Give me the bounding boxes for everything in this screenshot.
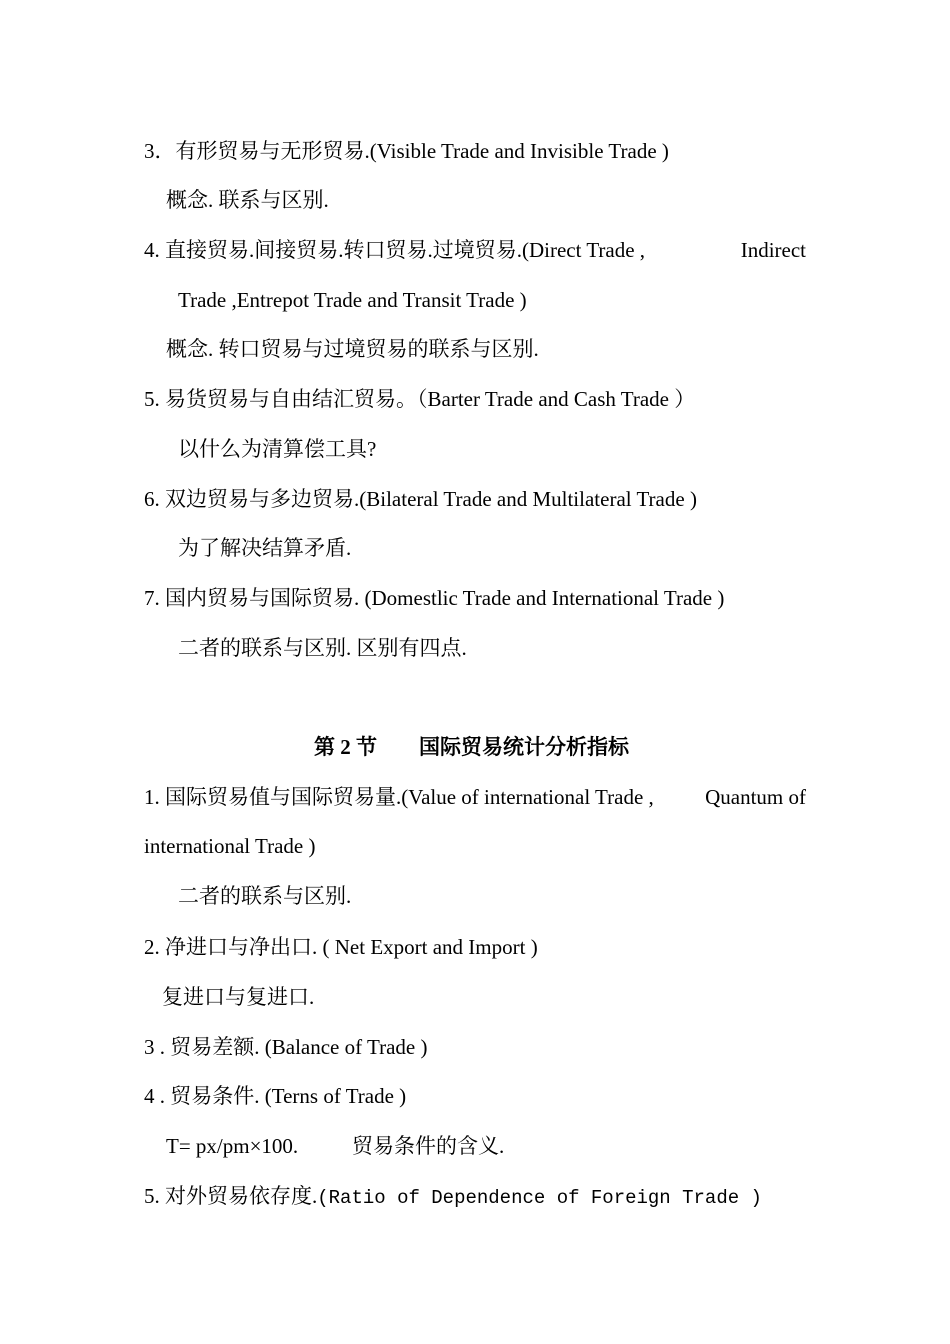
s2-item-4-title: 4 . 贸易条件. (Terns of Trade ) [144, 1084, 407, 1108]
item-5-title: 5. 易货贸易与自由结汇贸易。（Barter Trade and Cash Trade ） [144, 387, 696, 411]
item-4-title [144, 237, 806, 263]
item-6-title: 6. 双边贸易与多边贸易.(Bilateral Trade and Multilateral Trade ) [144, 487, 697, 511]
item-4-title-main: 4. 直接贸易.间接贸易.转口贸易.过境贸易.(Direct Trade , [144, 238, 646, 262]
item-5-note: 以什么为清算偿工具? [178, 437, 377, 461]
s2-item-3-title: 3 . 贸易差额. (Balance of Trade ) [144, 1035, 428, 1059]
item-4-note: 概念. 转口贸易与过境贸易的联系与区别. [166, 337, 539, 361]
item-7-note: 二者的联系与区别. 区别有四点. [178, 636, 467, 660]
item-4-title-continued: Trade ,Entrepot Trade and Transit Trade ) [178, 288, 527, 312]
s2-item-4-note: 贸易条件的含义. [352, 1134, 505, 1158]
item-7-title: 7. 国内贸易与国际贸易. (Domestlic Trade and International Trade ) [144, 586, 725, 610]
s2-item-5-title [144, 1183, 762, 1211]
item-3-title: 3．有形贸易与无形贸易.(Visible Trade and Invisible Trade ) [144, 139, 669, 163]
s2-item-1-title-main: 1. 国际贸易值与国际贸易量.(Value of international Trade , [144, 785, 654, 809]
s2-item-4-formula: T= px/pm×100. [166, 1134, 299, 1158]
item-3-note: 概念. 联系与区别. [166, 188, 329, 212]
s2-item-1-note: 二者的联系与区别. [178, 884, 352, 908]
s2-item-1-title-continued: international Trade ) [144, 834, 316, 858]
s2-item-1-title-end: Quantum of [705, 785, 806, 809]
item-4-title-end: Indirect [740, 238, 806, 262]
s2-item-2-title: 2. 净进口与净出口. ( Net Export and Import ) [144, 935, 538, 959]
s2-item-5-prefix: 5. 对外贸易依存度. [144, 1184, 318, 1208]
section-2-heading: 第 2 节 国际贸易统计分析指标 [314, 735, 629, 759]
item-6-note: 为了解决结算矛盾. [178, 536, 352, 560]
s2-item-2-note: 复进口与复进口. [162, 985, 315, 1009]
s2-item-5-english: (Ratio of Dependence of Foreign Trade ) [317, 1187, 762, 1209]
s2-item-1-title [144, 784, 806, 810]
